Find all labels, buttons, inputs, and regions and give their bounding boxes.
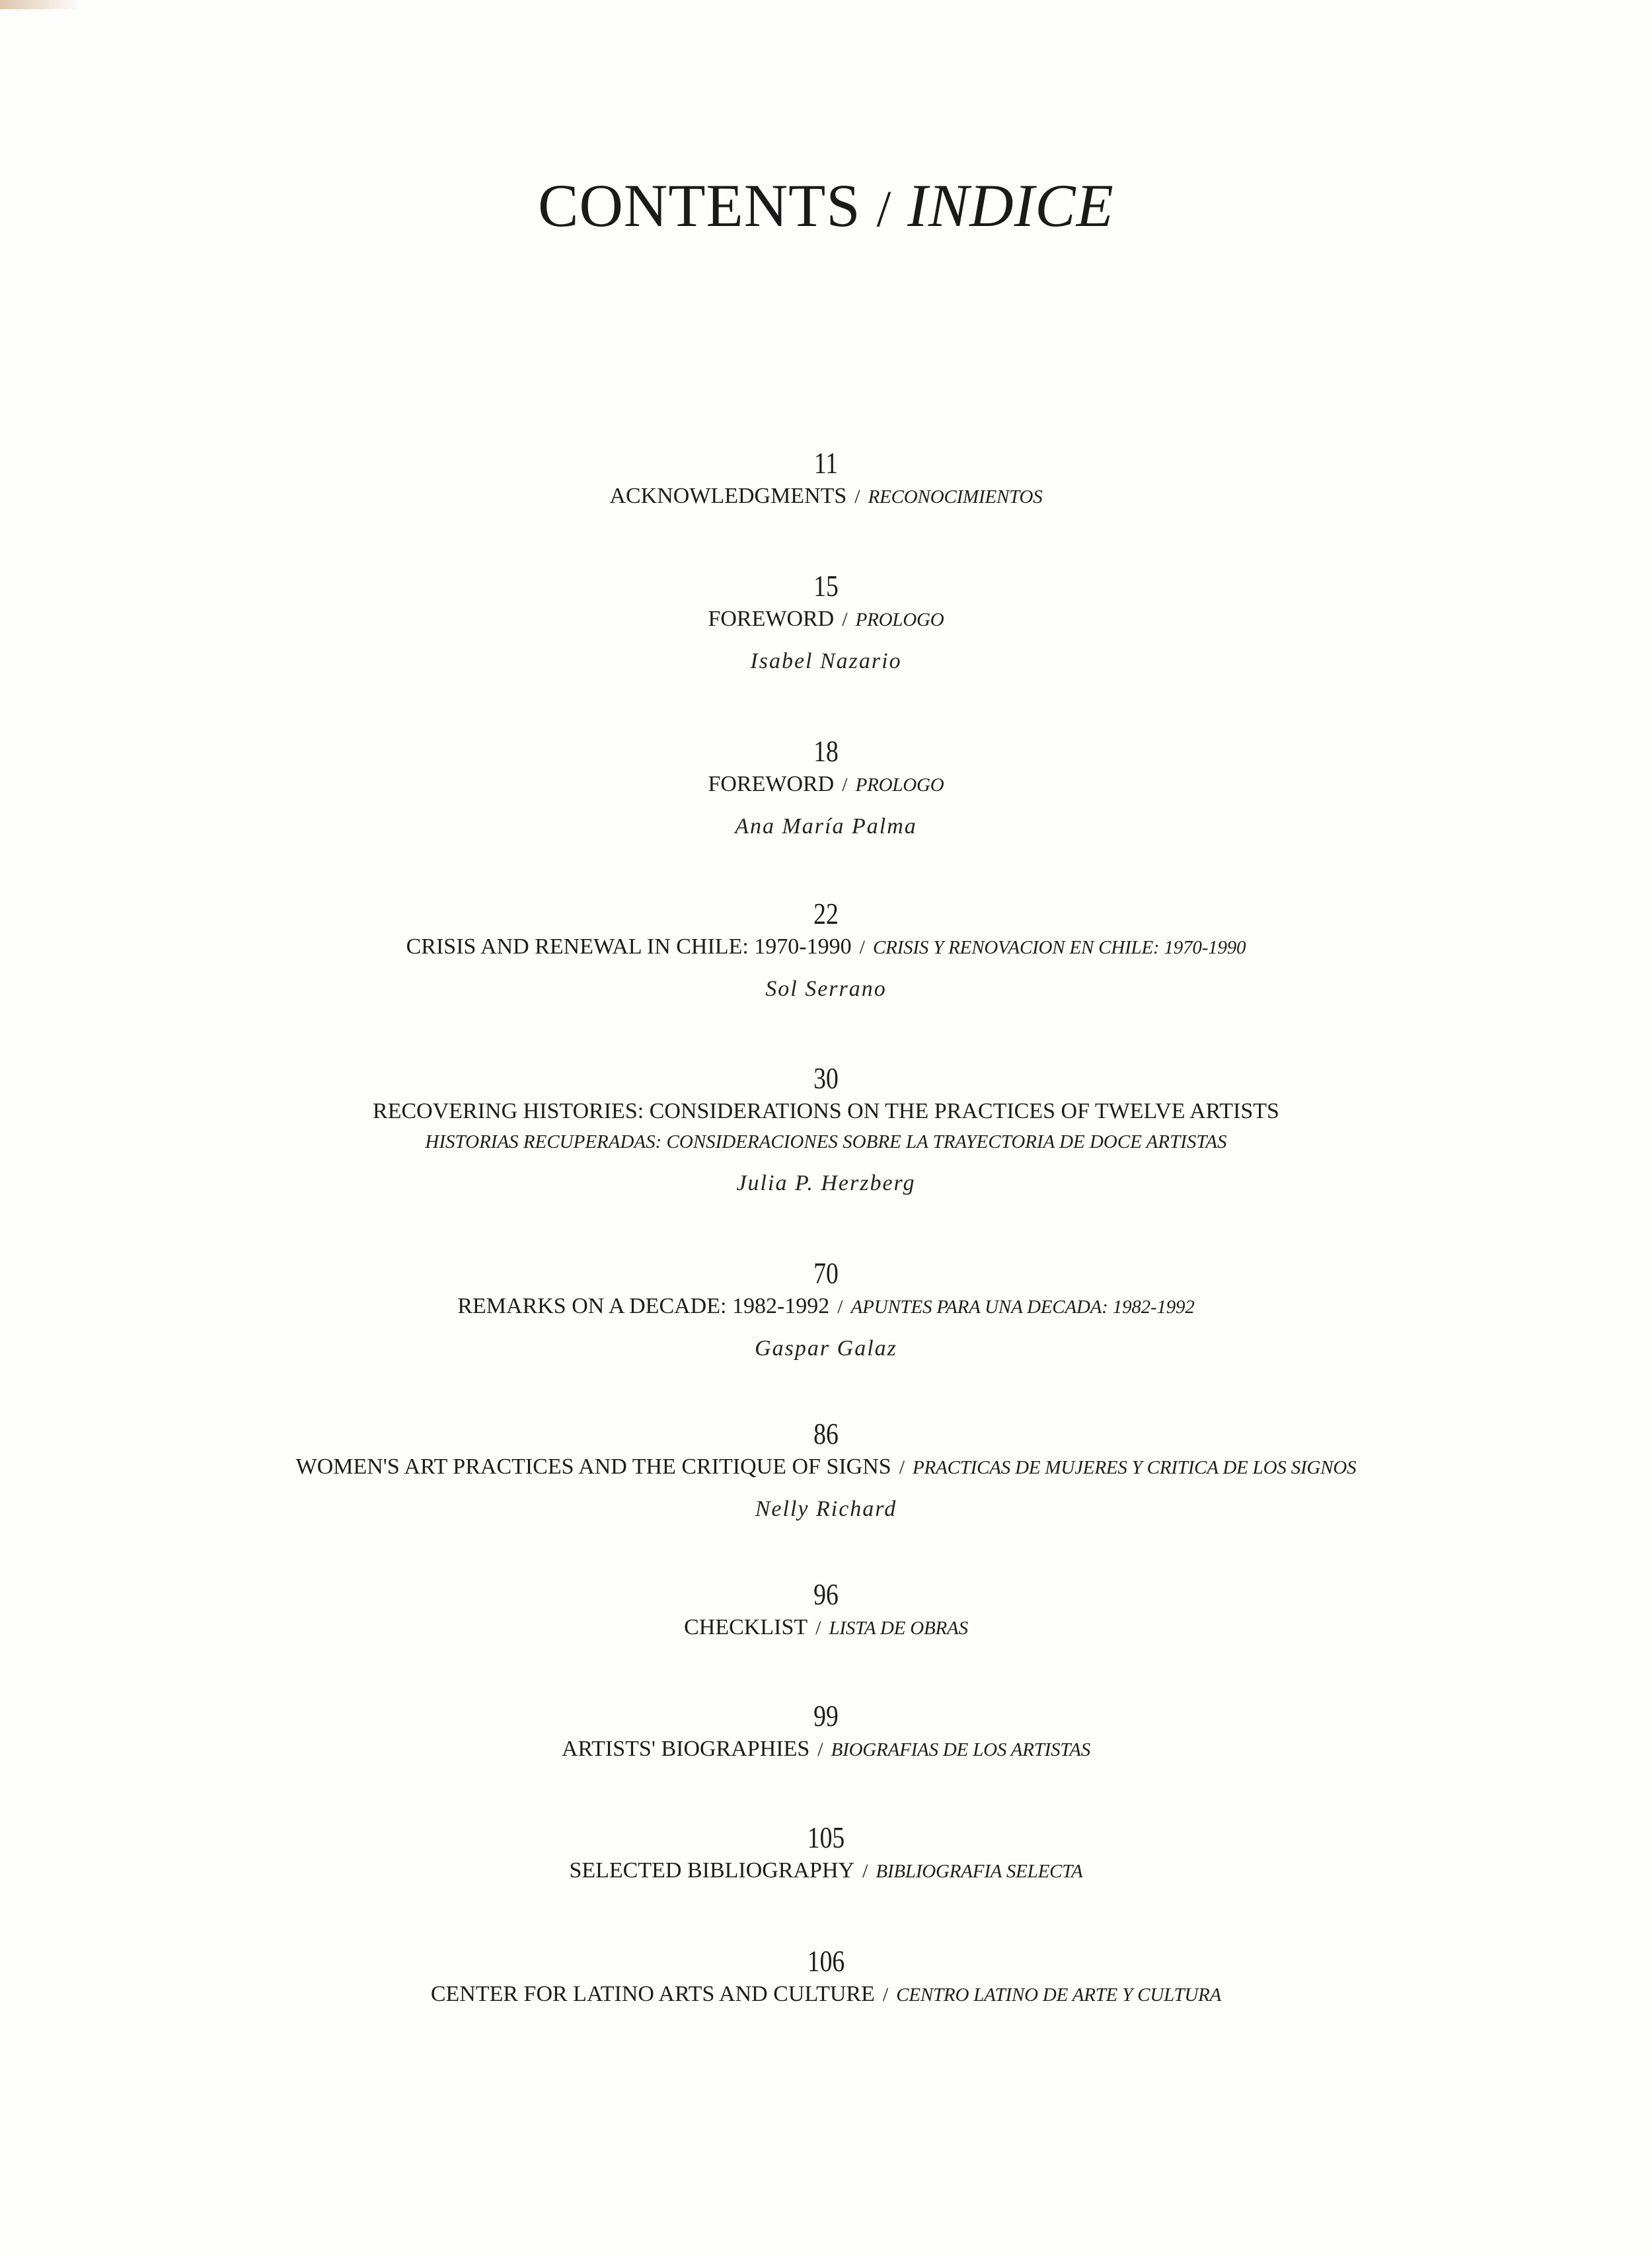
entry-title: FOREWORD / PROLOGO bbox=[708, 772, 944, 796]
toc-entry bbox=[0, 1820, 1652, 1887]
page-number: 105 bbox=[807, 1821, 845, 1854]
entry-title: ACKNOWLEDGMENTS / RECONOCIMIENTOS bbox=[609, 484, 1043, 508]
page-number: 70 bbox=[813, 1256, 839, 1290]
entry-title: REMARKS ON A DECADE: 1982-1992 / APUNTES PARA UNA DECADA: 1982-1992 bbox=[457, 1294, 1195, 1318]
entry-title-spanish: CENTRO LATINO DE ARTE Y CULTURA bbox=[896, 1984, 1222, 2006]
page-edge-stain bbox=[0, 0, 79, 9]
toc-entry bbox=[0, 1061, 1652, 1198]
entry-title: SELECTED BIBLIOGRAPHY / BIBLIOGRAFIA SELECTA bbox=[569, 1858, 1083, 1883]
entry-title-english: CRISIS AND RENEWAL IN CHILE: 1970-1990 bbox=[406, 934, 852, 959]
title-english: CONTENTS bbox=[538, 172, 861, 239]
entry-author: Gaspar Galaz bbox=[755, 1336, 897, 1361]
toc-entry bbox=[0, 896, 1652, 1004]
toc-entry bbox=[0, 445, 1652, 512]
entry-title-spanish: LISTA DE OBRAS bbox=[829, 1618, 968, 1639]
entry-author: Julia P. Herzberg bbox=[736, 1171, 916, 1195]
page-number: 96 bbox=[813, 1577, 839, 1611]
entry-title-spanish: BIOGRAFIAS DE LOS ARTISTAS bbox=[831, 1739, 1091, 1760]
entry-title-spanish: HISTORIAS RECUPERADAS: CONSIDERACIONES SOBRE LA TRAYECTORIA DE DOCE ARTISTAS bbox=[425, 1131, 1227, 1152]
entry-title-spanish: BIBLIOGRAFIA SELECTA bbox=[876, 1861, 1083, 1882]
title-separator: / bbox=[876, 180, 892, 237]
entry-title-english: CENTER FOR LATINO ARTS AND CULTURE bbox=[430, 1982, 875, 2006]
page-title bbox=[0, 170, 1652, 241]
page-number: 15 bbox=[813, 569, 839, 603]
page-number: 86 bbox=[813, 1417, 839, 1450]
entry-title: CHECKLIST / LISTA DE OBRAS bbox=[684, 1615, 968, 1639]
entry-title-english: WOMEN'S ART PRACTICES AND THE CRITIQUE OF SIGNS bbox=[295, 1454, 891, 1479]
entry-title-english: ACKNOWLEDGMENTS bbox=[609, 484, 847, 508]
toc-entry bbox=[0, 1698, 1652, 1765]
entry-author: Ana María Palma bbox=[735, 814, 917, 839]
toc-entry bbox=[0, 568, 1652, 676]
entry-title-english: CHECKLIST bbox=[684, 1615, 808, 1639]
toc-entry bbox=[0, 1943, 1652, 2010]
toc-entry bbox=[0, 733, 1652, 841]
entry-title-english: FOREWORD bbox=[708, 772, 835, 796]
entry-author: Sol Serrano bbox=[765, 977, 887, 1001]
page-number: 99 bbox=[813, 1699, 839, 1733]
toc-entry bbox=[0, 1256, 1652, 1363]
title-spanish: INDICE bbox=[907, 172, 1114, 239]
entry-title-spanish: APUNTES PARA UNA DECADA: 1982-1992 bbox=[850, 1297, 1195, 1318]
entry-title: WOMEN'S ART PRACTICES AND THE CRITIQUE OF SIGNS / PRACTICAS DE MUJERES Y CRITICA DE LOS SIGNOS bbox=[295, 1454, 1357, 1479]
entry-title-english: FOREWORD bbox=[708, 607, 835, 631]
entry-title: ARTISTS' BIOGRAPHIES / BIOGRAFIAS DE LOS ARTISTAS bbox=[561, 1737, 1091, 1761]
entry-title-spanish: PROLOGO bbox=[855, 609, 944, 630]
entry-author: Isabel Nazario bbox=[750, 649, 902, 673]
entry-title-english: SELECTED BIBLIOGRAPHY bbox=[569, 1858, 855, 1883]
toc-entry bbox=[0, 1577, 1652, 1643]
entry-title: CENTER FOR LATINO ARTS AND CULTURE / CENTRO LATINO DE ARTE Y CULTURA bbox=[430, 1982, 1222, 2006]
entry-title: FOREWORD / PROLOGO bbox=[708, 607, 944, 631]
page-number: 106 bbox=[807, 1944, 845, 1978]
entry-title-english: ARTISTS' BIOGRAPHIES bbox=[561, 1737, 810, 1761]
entry-title-spanish: RECONOCIMIENTOS bbox=[868, 486, 1043, 508]
page-number: 22 bbox=[813, 897, 839, 930]
entry-title: CRISIS AND RENEWAL IN CHILE: 1970-1990 / CRISIS Y RENOVACION EN CHILE: 1970-1990 bbox=[406, 934, 1246, 959]
entry-title-english: RECOVERING HISTORIES: CONSIDERATIONS ON THE PRACTICES OF TWELVE ARTISTS bbox=[373, 1099, 1279, 1123]
entry-author: Nelly Richard bbox=[755, 1497, 897, 1521]
page-number: 30 bbox=[813, 1061, 839, 1095]
page-number: 11 bbox=[813, 446, 839, 480]
entry-title-spanish: PROLOGO bbox=[855, 774, 944, 796]
entry-title-spanish: CRISIS Y RENOVACION EN CHILE: 1970-1990 bbox=[872, 937, 1246, 958]
toc-entry bbox=[0, 1416, 1652, 1524]
entry-title-english: REMARKS ON A DECADE: 1982-1992 bbox=[457, 1294, 830, 1318]
page-number: 18 bbox=[813, 734, 839, 768]
entry-title-spanish: PRACTICAS DE MUJERES Y CRITICA DE LOS SIGNOS bbox=[913, 1457, 1357, 1478]
